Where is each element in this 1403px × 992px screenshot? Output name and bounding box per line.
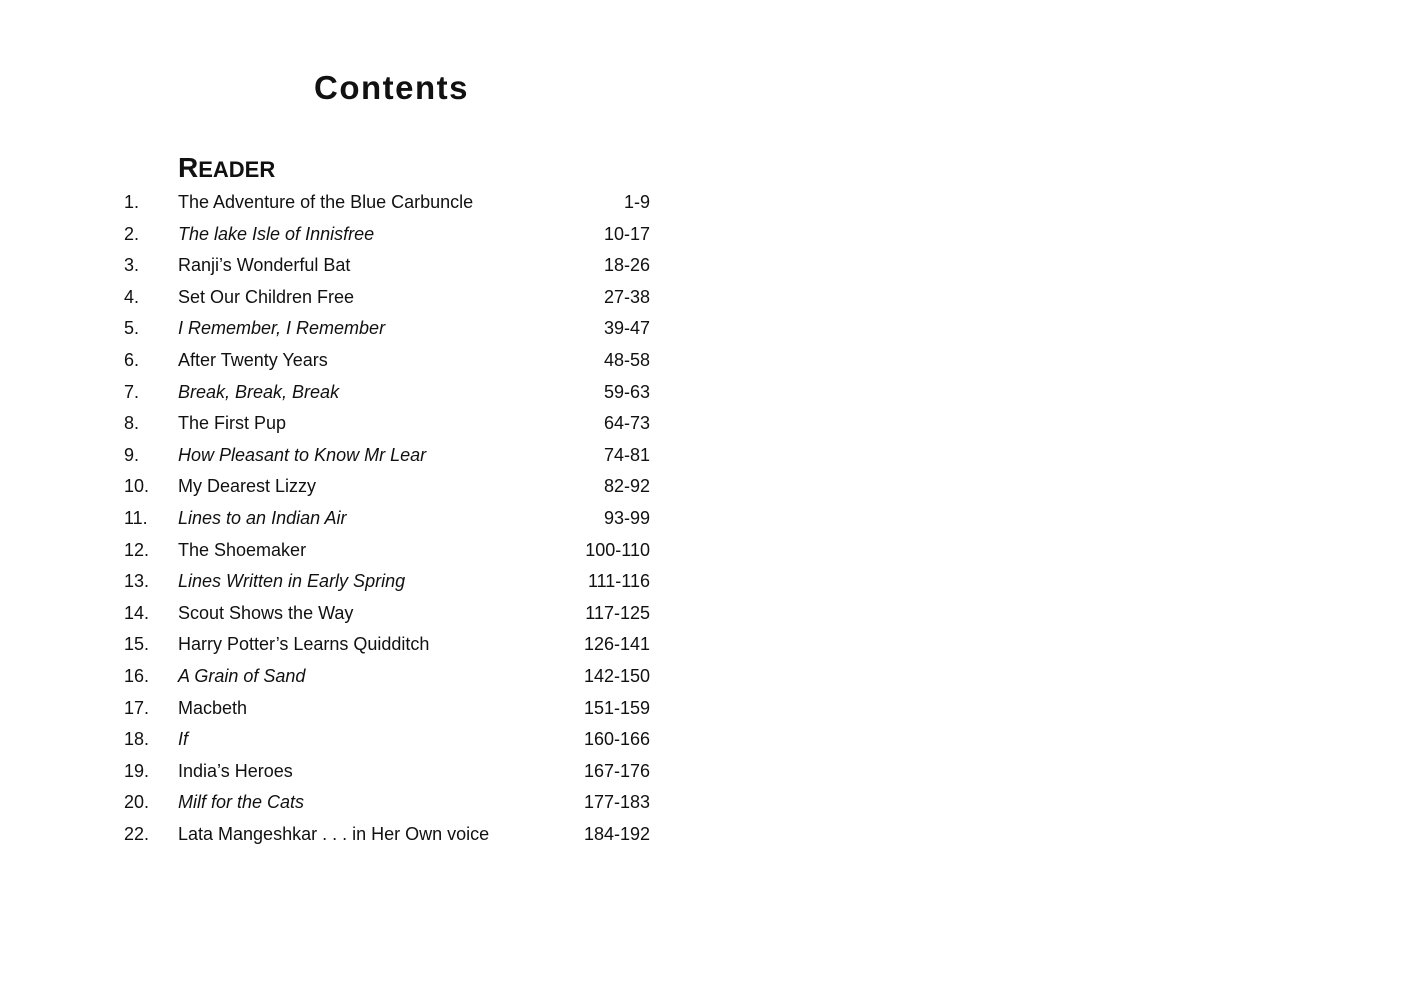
toc-entry	[124, 250, 650, 282]
toc-entry-title: After Twenty Years	[178, 349, 328, 370]
table-of-contents	[124, 187, 650, 850]
toc-entry-number: 12.	[124, 539, 150, 560]
toc-entry	[124, 503, 650, 535]
toc-entry-title: The Adventure of the Blue Carbuncle	[178, 192, 474, 212]
toc-entry-number: 5.	[124, 318, 140, 339]
toc-entry	[124, 187, 650, 219]
toc-entry-number: 14.	[124, 602, 150, 623]
toc-entry-pages: 160-166	[583, 729, 650, 750]
toc-entry-number: 16.	[124, 665, 150, 686]
toc-entry-number: 11.	[124, 507, 148, 528]
toc-entry-pages: 151-159	[583, 697, 650, 718]
toc-entry-pages: 27-38	[603, 286, 650, 307]
toc-entry-pages: 82-92	[603, 476, 650, 497]
toc-entry-pages: 48-58	[603, 349, 650, 370]
toc-entry-pages: 59-63	[603, 381, 650, 402]
toc-entry-title: Lines to an Indian Air	[178, 507, 347, 528]
toc-entry-title: The First Pup	[178, 413, 287, 434]
toc-entry-title: If	[178, 729, 189, 750]
toc-entry	[124, 440, 650, 472]
toc-entry	[124, 566, 650, 598]
toc-entry-title: Lines Written in Early Spring	[178, 571, 406, 592]
toc-entry-title: Lata Mangeshkar . . . in Her Own voice	[178, 823, 490, 844]
toc-entry-number: 1.	[124, 192, 140, 212]
toc-entry-number: 8.	[124, 413, 140, 434]
toc-entry	[124, 787, 650, 819]
toc-entry-number: 7.	[124, 381, 140, 402]
toc-entry-title: Set Our Children Free	[178, 286, 355, 307]
toc-entry-pages: 93-99	[603, 507, 650, 528]
toc-entry-pages: 111-116	[587, 571, 650, 592]
toc-entry-pages: 64-73	[603, 413, 650, 434]
toc-entry	[124, 471, 650, 503]
toc-entry-pages: 74-81	[603, 444, 650, 465]
toc-entry-number: 10.	[124, 476, 150, 497]
toc-entry-pages: 177-183	[583, 792, 650, 813]
toc-entry-number: 22.	[124, 823, 150, 844]
toc-entry	[124, 313, 650, 345]
toc-entry	[124, 345, 650, 377]
section-heading-rest: EADER	[198, 157, 276, 182]
toc-entry-pages: 18-26	[603, 255, 650, 276]
toc-entry-number: 4.	[124, 286, 140, 307]
toc-entry	[124, 408, 650, 440]
toc-entry-title: Harry Potter’s Learns Quidditch	[178, 634, 430, 655]
toc-entry-number: 18.	[124, 729, 150, 750]
toc-entry-title: The Shoemaker	[178, 539, 307, 560]
toc-entry-pages: 39-47	[603, 318, 650, 339]
toc-entry-pages: 10-17	[603, 223, 650, 244]
toc-entry-number: 3.	[124, 255, 140, 276]
toc-entry	[124, 724, 650, 756]
toc-entry	[124, 819, 650, 851]
toc-entry-title: My Dearest Lizzy	[178, 476, 317, 497]
toc-entry-pages: 184-192	[583, 823, 650, 844]
section-heading	[178, 150, 275, 188]
toc-entry-pages: 142-150	[583, 665, 650, 686]
toc-entry-title: India’s Heroes	[178, 760, 293, 781]
toc-entry-pages: 126-141	[583, 634, 650, 655]
toc-entry	[124, 377, 650, 409]
toc-entry	[124, 535, 650, 567]
toc-entry-title: Break, Break, Break	[178, 381, 340, 402]
toc-entry-pages: 1-9	[623, 192, 650, 212]
page-title: Contents	[314, 69, 469, 106]
toc-entry-number: 15.	[124, 634, 150, 655]
toc-entry-title: The lake Isle of Innisfree	[178, 223, 375, 244]
toc-entry-number: 9.	[124, 444, 140, 465]
toc-entry	[124, 598, 650, 630]
toc-entry	[124, 282, 650, 314]
toc-entry-number: 20.	[124, 792, 150, 813]
toc-entry	[124, 629, 650, 661]
toc-entry-title: Ranji’s Wonderful Bat	[178, 255, 351, 276]
toc-entry-title: Scout Shows the Way	[178, 602, 354, 623]
toc-entry-title: How Pleasant to Know Mr Lear	[178, 444, 427, 465]
toc-entry-pages: 167-176	[583, 760, 650, 781]
toc-entry-pages: 117-125	[585, 602, 650, 623]
section-heading-initial: R	[178, 152, 199, 183]
toc-entry-number: 6.	[124, 349, 140, 370]
toc-entry-title: Milf for the Cats	[178, 792, 305, 813]
toc-entry-number: 17.	[124, 697, 150, 718]
toc-entry-number: 13.	[124, 571, 150, 592]
toc-entry-pages: 100-110	[585, 539, 650, 560]
toc-entry-title: A Grain of Sand	[178, 665, 306, 686]
toc-entry-number: 19.	[124, 760, 150, 781]
toc-entry-number: 2.	[124, 223, 140, 244]
toc-entry	[124, 693, 650, 725]
toc-entry-title: Macbeth	[178, 697, 248, 718]
toc-entry	[124, 661, 650, 693]
toc-entry	[124, 219, 650, 251]
toc-entry-title: I Remember, I Remember	[178, 318, 386, 339]
toc-entry	[124, 756, 650, 788]
